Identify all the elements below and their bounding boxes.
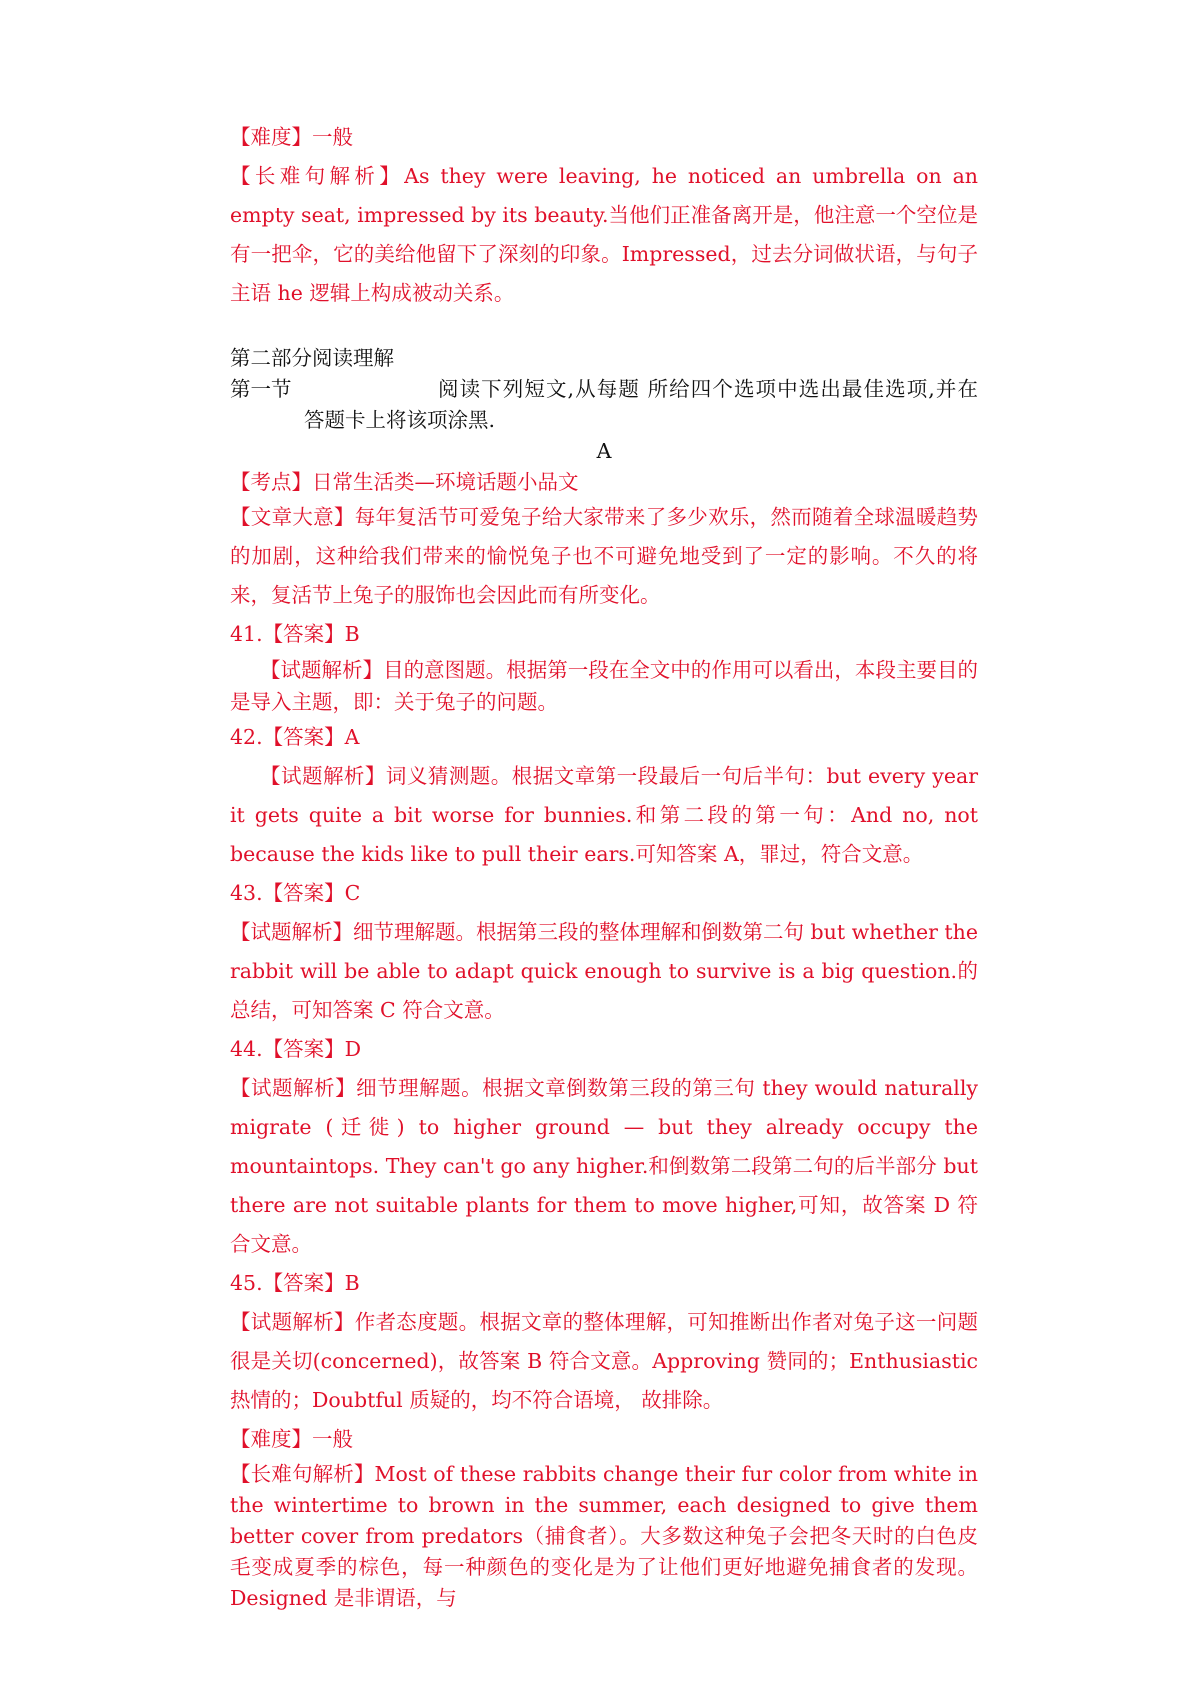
answer-43: 43.【答案】C — [230, 881, 361, 905]
topic-line: 【考点】日常生活类—环境话题小品文 — [230, 470, 579, 494]
answer-45: 45.【答案】B — [230, 1271, 360, 1295]
summary-paragraph: 【文章大意】每年复活节可爱兔子给大家带来了多少欢乐，然而随着全球温暖趋势的加剧，这种给我们带来的愉悦兔子也不可避免地受到了一定的影响。不久的将来，复活节上兔子的服饰也会因此而有所变化。 — [230, 505, 978, 607]
spacer — [230, 313, 978, 343]
analysis-43: 【试题解析】细节理解题。根据第三段的整体理解和倒数第二句 but whether the rabbit will be able to adapt quick enough to survive is a big question.的总结，可知答案 C 符合文意。 — [230, 920, 978, 1022]
instruction-line-1: 阅读下列短文,从每题 所给四个选项中选出最佳选项,并在 — [438, 377, 978, 401]
answer-41: 41.【答案】B — [230, 622, 360, 646]
answer-44: 44.【答案】D — [230, 1037, 362, 1061]
difficulty-line-2: 【难度】一般 — [230, 1427, 353, 1451]
instruction-line-2: 答题卡上将该项涂黑. — [304, 408, 496, 432]
analysis-41: 【试题解析】目的意图题。根据第一段在全文中的作用可以看出，本段主要目的是导入主题，即：关于兔子的问题。 — [230, 658, 978, 714]
analysis-44: 【试题解析】细节理解题。根据文章倒数第三段的第三句 they would naturally migrate (迁徙) to higher ground — but they already occupy the mountaintops. They can't go any higher.和倒数第二段第二句的后半部分 but there are not suitable plants for them to move higher,可知，故答案 D 符合文意。 — [230, 1076, 978, 1256]
difficulty-line: 【难度】一般 — [230, 125, 353, 149]
answer-42: 42.【答案】A — [230, 725, 360, 749]
document-page — [230, 118, 978, 1614]
passage-letter: A — [596, 439, 612, 463]
analysis-42: 【试题解析】词义猜测题。根据文章第一段最后一句后半句：but every year it gets quite a bit worse for bunnies.和第二段的第一句：And no, not because the kids like to pull their ears.可知答案 A，罪过，符合文意。 — [230, 764, 978, 866]
long-sentence-analysis: 【长难句解析】As they were leaving, he noticed an umbrella on an empty seat, impressed by its beauty.当他们正准备离开是，他注意一个空位是有一把伞，它的美给他留下了深刻的印象。Impressed，过去分词做状语，与句子主语 he 逻辑上构成被动关系。 — [230, 164, 978, 305]
part-title: 第二部分阅读理解 — [230, 346, 394, 370]
section-instruction — [230, 374, 978, 405]
analysis-45: 【试题解析】作者态度题。根据文章的整体理解，可知推断出作者对兔子这一问题很是关切(concerned)，故答案 B 符合文意。Approving 赞同的；Enthusiastic 热情的；Doubtful 质疑的，均不符合语境， 故排除。 — [230, 1310, 978, 1412]
section-label: 第一节 — [230, 377, 292, 401]
long-sentence-analysis-2: 【长难句解析】Most of these rabbits change their fur color from white in the wintertime to brown in the summer, each designed to give them better cover from predators（捕食者）。大多数这种兔子会把冬天时的白色皮毛变成夏季的棕色，每一种颜色的变化是为了让他们更好地避免捕食者的发现。Designed 是非谓语，与 — [230, 1462, 978, 1610]
